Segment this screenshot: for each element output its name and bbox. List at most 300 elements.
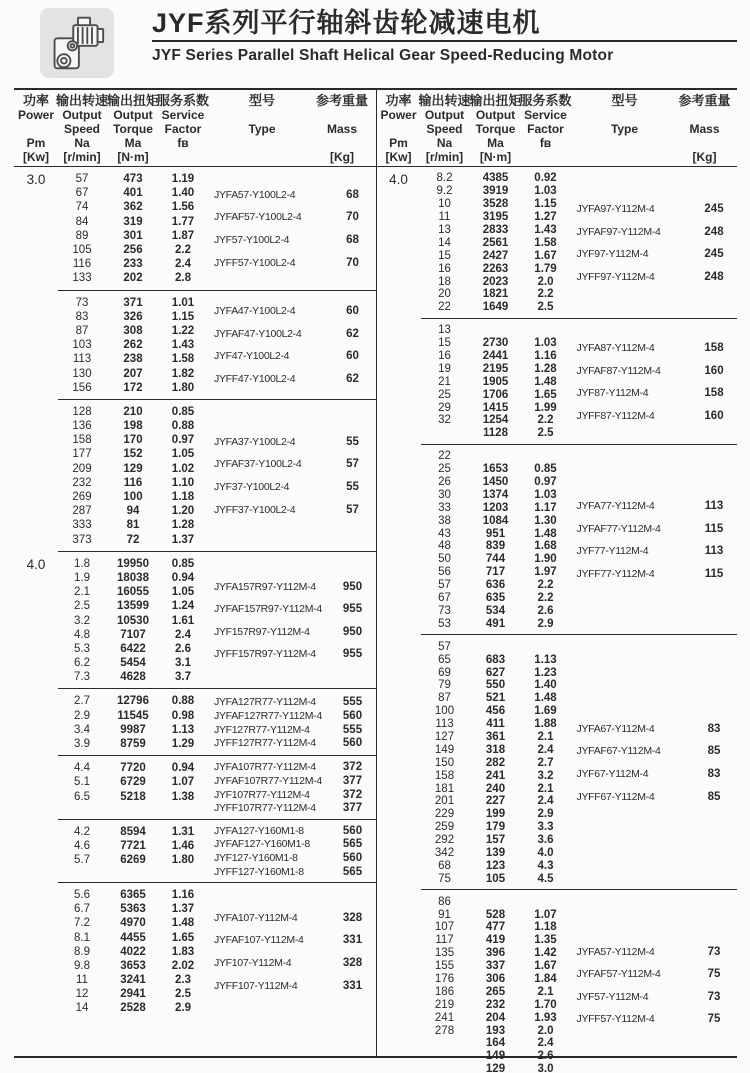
- service-factor-cell: 1.93: [534, 1011, 557, 1024]
- header-type-line: 型号: [248, 93, 275, 108]
- output-speed-cell: 113: [72, 353, 92, 366]
- mass-value: 372: [342, 761, 363, 774]
- table-row: [421, 592, 569, 605]
- output-speed-cell: 30: [438, 488, 451, 501]
- type-row: [214, 189, 376, 202]
- output-speed-cell: 150: [434, 756, 455, 769]
- table-row: [421, 224, 569, 237]
- type-row: [577, 968, 738, 981]
- service-factor-cell: 1.58: [534, 236, 557, 249]
- output-speed-cell: 50: [438, 553, 451, 566]
- type-model: JYFAF107R77-Y112M-4: [214, 775, 322, 788]
- table-row: [421, 947, 569, 960]
- table-row: [421, 476, 569, 489]
- service-factor-cell: 2.5: [175, 988, 191, 1001]
- output-speed-cell: 135: [434, 947, 455, 960]
- header-type: [569, 94, 681, 136]
- table-row: [421, 605, 569, 618]
- type-row: [214, 648, 376, 661]
- table-row: [421, 553, 569, 566]
- type-row: [214, 436, 376, 449]
- type-model: JYFA107-Y112M-4: [214, 911, 298, 924]
- service-factor-cell: 2.4: [537, 1037, 554, 1050]
- service-factor-cell: 1.03: [534, 488, 557, 501]
- output-speed-cell: 22: [438, 450, 451, 463]
- output-torque-cell: 5218: [120, 790, 146, 803]
- table-row: [421, 782, 569, 795]
- spec-section: [14, 689, 376, 755]
- output-torque-cell: 94: [126, 505, 140, 518]
- service-factor-cell: 2.1: [537, 985, 554, 998]
- header-speed-line: 输出转速: [418, 93, 471, 108]
- service-factor-cell: 1.84: [534, 972, 557, 985]
- table-row: [58, 628, 206, 642]
- output-torque-cell: 744: [485, 553, 506, 566]
- table-row: [421, 262, 569, 275]
- output-torque-cell: 319: [123, 215, 143, 228]
- output-speed-cell: 68: [438, 859, 451, 872]
- table-row: [421, 1063, 569, 1073]
- header-speed-line: Na: [436, 136, 453, 150]
- table-row: [421, 731, 569, 744]
- service-factor-cell: 2.2: [537, 592, 554, 605]
- table-row: [58, 723, 206, 737]
- header-torque: [106, 94, 160, 164]
- output-torque-cell: 326: [123, 310, 143, 323]
- output-speed-cell: 15: [438, 249, 451, 262]
- service-factor-cell: 3.6: [537, 834, 554, 847]
- output-speed-cell: 3.9: [74, 738, 90, 751]
- service-factor-cell: 0.94: [171, 571, 195, 584]
- table-row: [421, 301, 569, 314]
- type-row: [214, 825, 376, 838]
- table-row: [421, 960, 569, 973]
- output-speed-cell: 181: [434, 782, 455, 795]
- output-speed-cell: 26: [438, 476, 451, 489]
- header-type-line: Type: [610, 122, 639, 136]
- output-torque-cell: 238: [123, 353, 143, 366]
- output-torque-cell: 401: [123, 187, 143, 200]
- header-power-line: Pm: [26, 136, 46, 150]
- type-block: [569, 450, 738, 630]
- output-torque-cell: 1905: [482, 375, 509, 388]
- output-torque-cell: 6269: [120, 853, 146, 866]
- output-speed-cell: 73: [75, 296, 89, 309]
- table-row: [421, 566, 569, 579]
- header-type-line: 型号: [611, 93, 638, 108]
- table-row: [421, 872, 569, 885]
- output-speed-cell: 20: [438, 288, 451, 301]
- mass-value: 160: [704, 364, 724, 377]
- output-torque-cell: 7107: [120, 628, 146, 641]
- type-row: [214, 305, 376, 318]
- table-row: [421, 666, 569, 679]
- header-speed: [418, 93, 471, 164]
- output-speed-cell: 116: [72, 258, 92, 271]
- type-row: [214, 328, 376, 341]
- type-block: [206, 825, 376, 878]
- table-row: [58, 186, 206, 200]
- table-row: [421, 337, 569, 350]
- type-row: [214, 737, 376, 750]
- output-torque-cell: 204: [485, 1011, 506, 1024]
- service-factor-cell: 2.2: [537, 579, 554, 592]
- table-row: [421, 692, 569, 705]
- output-speed-cell: 6.5: [74, 790, 90, 803]
- table-row: [58, 518, 206, 532]
- output-torque-cell: 4022: [120, 945, 146, 958]
- service-factor-cell: 1.42: [534, 947, 557, 960]
- service-factor-cell: 1.48: [534, 375, 557, 388]
- service-factor-cell: 1.02: [171, 462, 195, 475]
- output-speed-cell: 84: [75, 215, 89, 228]
- table-row: [421, 1050, 569, 1063]
- type-model: JYF87-Y112M-4: [576, 387, 649, 400]
- output-torque-cell: 3528: [482, 198, 509, 211]
- type-model: JYFA87-Y112M-4: [576, 341, 655, 354]
- mass-value: 60: [346, 350, 359, 363]
- header-power-line: 功率: [385, 93, 412, 108]
- output-speed-cell: 5.6: [74, 888, 90, 901]
- table-row: [421, 249, 569, 262]
- table-row: [58, 324, 206, 338]
- output-speed-cell: 13: [438, 224, 451, 236]
- service-factor-cell: 2.6: [537, 1050, 554, 1063]
- service-factor-cell: 0.94: [171, 762, 195, 775]
- output-torque-cell: 157: [485, 834, 506, 847]
- service-factor-cell: 2.6: [175, 642, 191, 655]
- type-block: [206, 888, 376, 1016]
- service-factor-cell: 2.4: [175, 258, 191, 271]
- mass-value: 57: [346, 503, 359, 516]
- header-factor: [519, 93, 572, 150]
- output-torque-cell: 371: [123, 296, 143, 309]
- type-row: [214, 603, 376, 616]
- service-factor-cell: 1.16: [171, 888, 195, 901]
- type-model: JYFAF57-Y112M-4: [576, 968, 661, 981]
- output-torque-cell: 477: [485, 921, 506, 934]
- output-speed-cell: 103: [72, 339, 92, 352]
- mass-value: 75: [707, 1013, 721, 1026]
- service-factor-cell: 1.05: [171, 448, 195, 461]
- header-mass-line: Mass: [326, 122, 358, 136]
- type-model: JYFAF127R77-Y112M-4: [214, 709, 322, 722]
- output-torque-cell: 3195: [482, 211, 509, 224]
- table-row: [421, 859, 569, 872]
- mass-value: 560: [342, 709, 363, 722]
- mass-value: 73: [707, 990, 721, 1003]
- spec-section: [14, 400, 376, 551]
- type-model: JYFA37-Y100L2-4: [214, 435, 296, 448]
- mass-value: 158: [704, 341, 724, 354]
- output-torque-cell: 2941: [120, 988, 146, 1001]
- service-factor-cell: 1.28: [171, 519, 195, 532]
- type-row: [214, 838, 376, 851]
- table-row: [421, 375, 569, 388]
- output-torque-cell: 2023: [482, 275, 509, 288]
- table-row: [58, 839, 206, 853]
- header-mass-line: [340, 108, 343, 122]
- table-row: [58, 476, 206, 490]
- output-torque-cell: 6729: [120, 776, 146, 789]
- table-row: [58, 973, 206, 987]
- type-row: [214, 373, 376, 386]
- output-torque-cell: 18038: [117, 571, 149, 584]
- table-row: [58, 945, 206, 959]
- service-factor-cell: 0.88: [171, 420, 195, 433]
- header-speed-line: [r/min]: [425, 150, 464, 164]
- service-factor-cell: 2.5: [537, 301, 554, 314]
- service-factor-cell: 3.3: [537, 821, 554, 834]
- header-speed-line: Output: [424, 108, 465, 122]
- output-speed-cell: 292: [434, 834, 455, 847]
- header-mass: [678, 93, 731, 164]
- type-block: [206, 405, 376, 547]
- output-torque-cell: 2427: [482, 249, 509, 262]
- table-row: [421, 350, 569, 363]
- output-speed-cell: 219: [434, 998, 455, 1011]
- table-row: [421, 743, 569, 756]
- output-speed-cell: 8.2: [436, 172, 453, 185]
- type-row: [577, 409, 738, 422]
- service-factor-cell: 1.58: [171, 353, 195, 366]
- table-row: [421, 679, 569, 692]
- output-speed-cell: 158: [434, 769, 455, 782]
- output-speed-cell: 8.1: [74, 931, 90, 944]
- output-torque-cell: 105: [485, 872, 506, 885]
- service-factor-cell: 1.29: [171, 738, 195, 751]
- service-factor-cell: 3.0: [537, 1063, 554, 1073]
- mass-value: 377: [342, 802, 363, 815]
- service-factor-cell: 1.90: [534, 553, 557, 566]
- page-subtitle: JYF Series Parallel Shaft Helical Gear Speed-Reducing Motor: [152, 47, 614, 64]
- output-torque-cell: 6365: [120, 888, 146, 901]
- service-factor-cell: 2.1: [537, 782, 554, 795]
- table-row: [421, 847, 569, 860]
- type-row: [577, 270, 738, 283]
- output-torque-cell: 2441: [482, 350, 509, 363]
- output-torque-cell: 3919: [482, 185, 509, 198]
- section-rows: [58, 888, 206, 1016]
- output-torque-cell: 1374: [482, 488, 509, 501]
- service-factor-cell: 1.97: [534, 566, 557, 579]
- table-row: [421, 653, 569, 666]
- type-row: [577, 1013, 738, 1026]
- type-model: JYFAF67-Y112M-4: [576, 745, 661, 758]
- mass-value: 57: [346, 458, 359, 471]
- power-value: [14, 405, 58, 547]
- output-speed-cell: 4.8: [74, 628, 90, 641]
- service-factor-cell: 2.4: [537, 743, 554, 756]
- table-row: [58, 902, 206, 916]
- spec-section: [14, 820, 376, 882]
- table-row: [421, 1024, 569, 1037]
- output-torque-cell: 12796: [117, 695, 149, 708]
- header-factor: [157, 93, 210, 150]
- header-torque-line: [N·m]: [479, 150, 512, 164]
- output-torque-cell: 123: [485, 859, 506, 872]
- output-speed-cell: 12: [75, 988, 89, 1001]
- output-torque-cell: 301: [123, 229, 143, 242]
- header-mass-line: [703, 108, 706, 122]
- output-speed-cell: 9.2: [436, 185, 453, 198]
- power-value: [377, 324, 421, 440]
- spec-section: [14, 756, 376, 818]
- output-speed-cell: 67: [75, 187, 89, 200]
- service-factor-cell: 2.5: [537, 427, 554, 440]
- output-speed-cell: 156: [72, 381, 92, 394]
- table-row: [421, 540, 569, 553]
- header-power: [14, 94, 58, 164]
- service-factor-cell: 1.82: [171, 367, 195, 380]
- table-row: [58, 790, 206, 804]
- table-row: [421, 401, 569, 414]
- column-header-row: [377, 90, 738, 167]
- output-torque-cell: 72: [126, 533, 140, 546]
- output-torque-cell: 232: [485, 998, 506, 1011]
- type-row: [214, 852, 376, 865]
- service-factor-cell: 1.37: [171, 533, 195, 546]
- output-speed-cell: 1.9: [74, 571, 90, 584]
- service-factor-cell: 1.10: [171, 476, 195, 489]
- output-torque-cell: 362: [123, 201, 143, 214]
- type-model: JYF37-Y100L2-4: [214, 481, 290, 494]
- header-speed-line: 输出转速: [56, 93, 109, 108]
- output-speed-cell: 21: [438, 375, 451, 388]
- power-value: [14, 761, 58, 814]
- output-speed-cell: 57: [438, 579, 451, 592]
- header-torque-line: Torque: [113, 122, 153, 136]
- spec-section: [377, 319, 738, 444]
- output-torque-cell: 528: [485, 908, 506, 921]
- table-row: [58, 853, 206, 867]
- service-factor-cell: 1.56: [171, 201, 195, 214]
- type-block: [206, 761, 376, 814]
- service-factor-cell: 0.85: [534, 463, 557, 476]
- table-row: [58, 888, 206, 902]
- type-row: [214, 458, 376, 471]
- section-rows: [58, 172, 206, 286]
- output-speed-cell: 67: [438, 592, 451, 605]
- mass-value: 372: [342, 788, 363, 801]
- table-row: [58, 381, 206, 395]
- service-factor-cell: 2.7: [537, 756, 554, 769]
- output-speed-cell: 177: [72, 448, 92, 461]
- mass-value: 955: [342, 603, 363, 616]
- table-row: [58, 215, 206, 229]
- output-torque-cell: 491: [485, 617, 506, 630]
- table-row: [58, 200, 206, 214]
- output-torque-cell: 635: [485, 592, 506, 605]
- output-speed-cell: 75: [438, 872, 451, 885]
- output-torque-cell: 2528: [120, 1002, 146, 1015]
- power-value: [14, 825, 58, 878]
- type-row: [214, 865, 376, 878]
- output-speed-cell: 113: [435, 718, 454, 731]
- service-factor-cell: 1.17: [534, 501, 557, 514]
- header-type-line: [623, 108, 626, 122]
- table-row: [421, 617, 569, 630]
- type-model: JYFAF107-Y112M-4: [214, 934, 304, 947]
- mass-value: 377: [342, 775, 363, 788]
- table-row: [58, 296, 206, 310]
- table-row: [421, 795, 569, 808]
- output-torque-cell: 627: [485, 666, 506, 679]
- service-factor-cell: 1.03: [534, 185, 557, 198]
- header-speed-line: Speed: [426, 122, 463, 136]
- column-header-row: [14, 90, 376, 167]
- type-block: [206, 694, 376, 751]
- output-torque-cell: 1415: [482, 401, 509, 414]
- output-torque-cell: 1821: [482, 288, 509, 301]
- power-value: [14, 296, 58, 395]
- output-speed-cell: 29: [438, 401, 451, 414]
- header-mass-line: [703, 136, 706, 150]
- service-factor-cell: 1.05: [171, 586, 195, 599]
- type-row: [214, 761, 376, 774]
- table-row: [421, 501, 569, 514]
- output-torque-cell: 227: [485, 795, 506, 808]
- table-row: [58, 533, 206, 547]
- output-torque-cell: 149: [485, 1050, 506, 1063]
- output-speed-cell: 186: [434, 985, 455, 998]
- output-torque-cell: 172: [123, 381, 143, 394]
- header-speed-line: Na: [74, 136, 90, 150]
- type-model: JYF127R77-Y112M-4: [214, 723, 310, 736]
- service-factor-cell: 1.65: [534, 388, 557, 401]
- header-power-line: Power: [17, 108, 54, 122]
- type-row: [577, 342, 738, 355]
- mass-value: 555: [342, 696, 363, 709]
- header-power-line: [34, 122, 37, 136]
- output-torque-cell: 11545: [117, 709, 149, 722]
- table-row: [421, 579, 569, 592]
- output-speed-cell: 2.5: [74, 600, 90, 613]
- type-model: JYF67-Y112M-4: [576, 768, 649, 781]
- service-factor-cell: 1.30: [534, 514, 557, 527]
- type-row: [577, 387, 738, 400]
- header-power-line: [Kw]: [385, 150, 412, 164]
- type-row: [214, 912, 376, 925]
- mass-value: 950: [342, 580, 363, 593]
- mass-value: 328: [342, 911, 363, 924]
- output-speed-cell: 74: [75, 201, 89, 214]
- type-model: JYF77-Y112M-4: [576, 545, 649, 558]
- output-torque-cell: 199: [485, 808, 506, 821]
- output-torque-cell: 139: [485, 846, 506, 859]
- output-torque-cell: 210: [123, 405, 143, 418]
- output-torque-cell: 396: [485, 947, 506, 960]
- output-speed-cell: 14: [438, 236, 451, 249]
- output-torque-cell: 1084: [482, 514, 509, 527]
- header-mass-line: [Kg]: [692, 150, 717, 164]
- mass-value: 55: [346, 481, 359, 494]
- type-model: JYF97-Y112M-4: [576, 248, 649, 261]
- output-speed-cell: 155: [434, 960, 455, 973]
- service-factor-cell: 1.03: [534, 337, 557, 350]
- output-speed-cell: 7.3: [74, 671, 90, 684]
- header-torque-line: Torque: [475, 122, 516, 136]
- mass-value: 55: [346, 435, 359, 448]
- type-row: [214, 696, 376, 709]
- table-row: [421, 362, 569, 375]
- type-model: JYF107R77-Y112M-4: [214, 788, 310, 801]
- service-factor-cell: 1.24: [171, 600, 195, 613]
- service-factor-cell: 4.5: [537, 872, 554, 885]
- table-row: [421, 985, 569, 998]
- output-torque-cell: 3653: [120, 959, 146, 972]
- output-speed-cell: 13: [438, 324, 451, 337]
